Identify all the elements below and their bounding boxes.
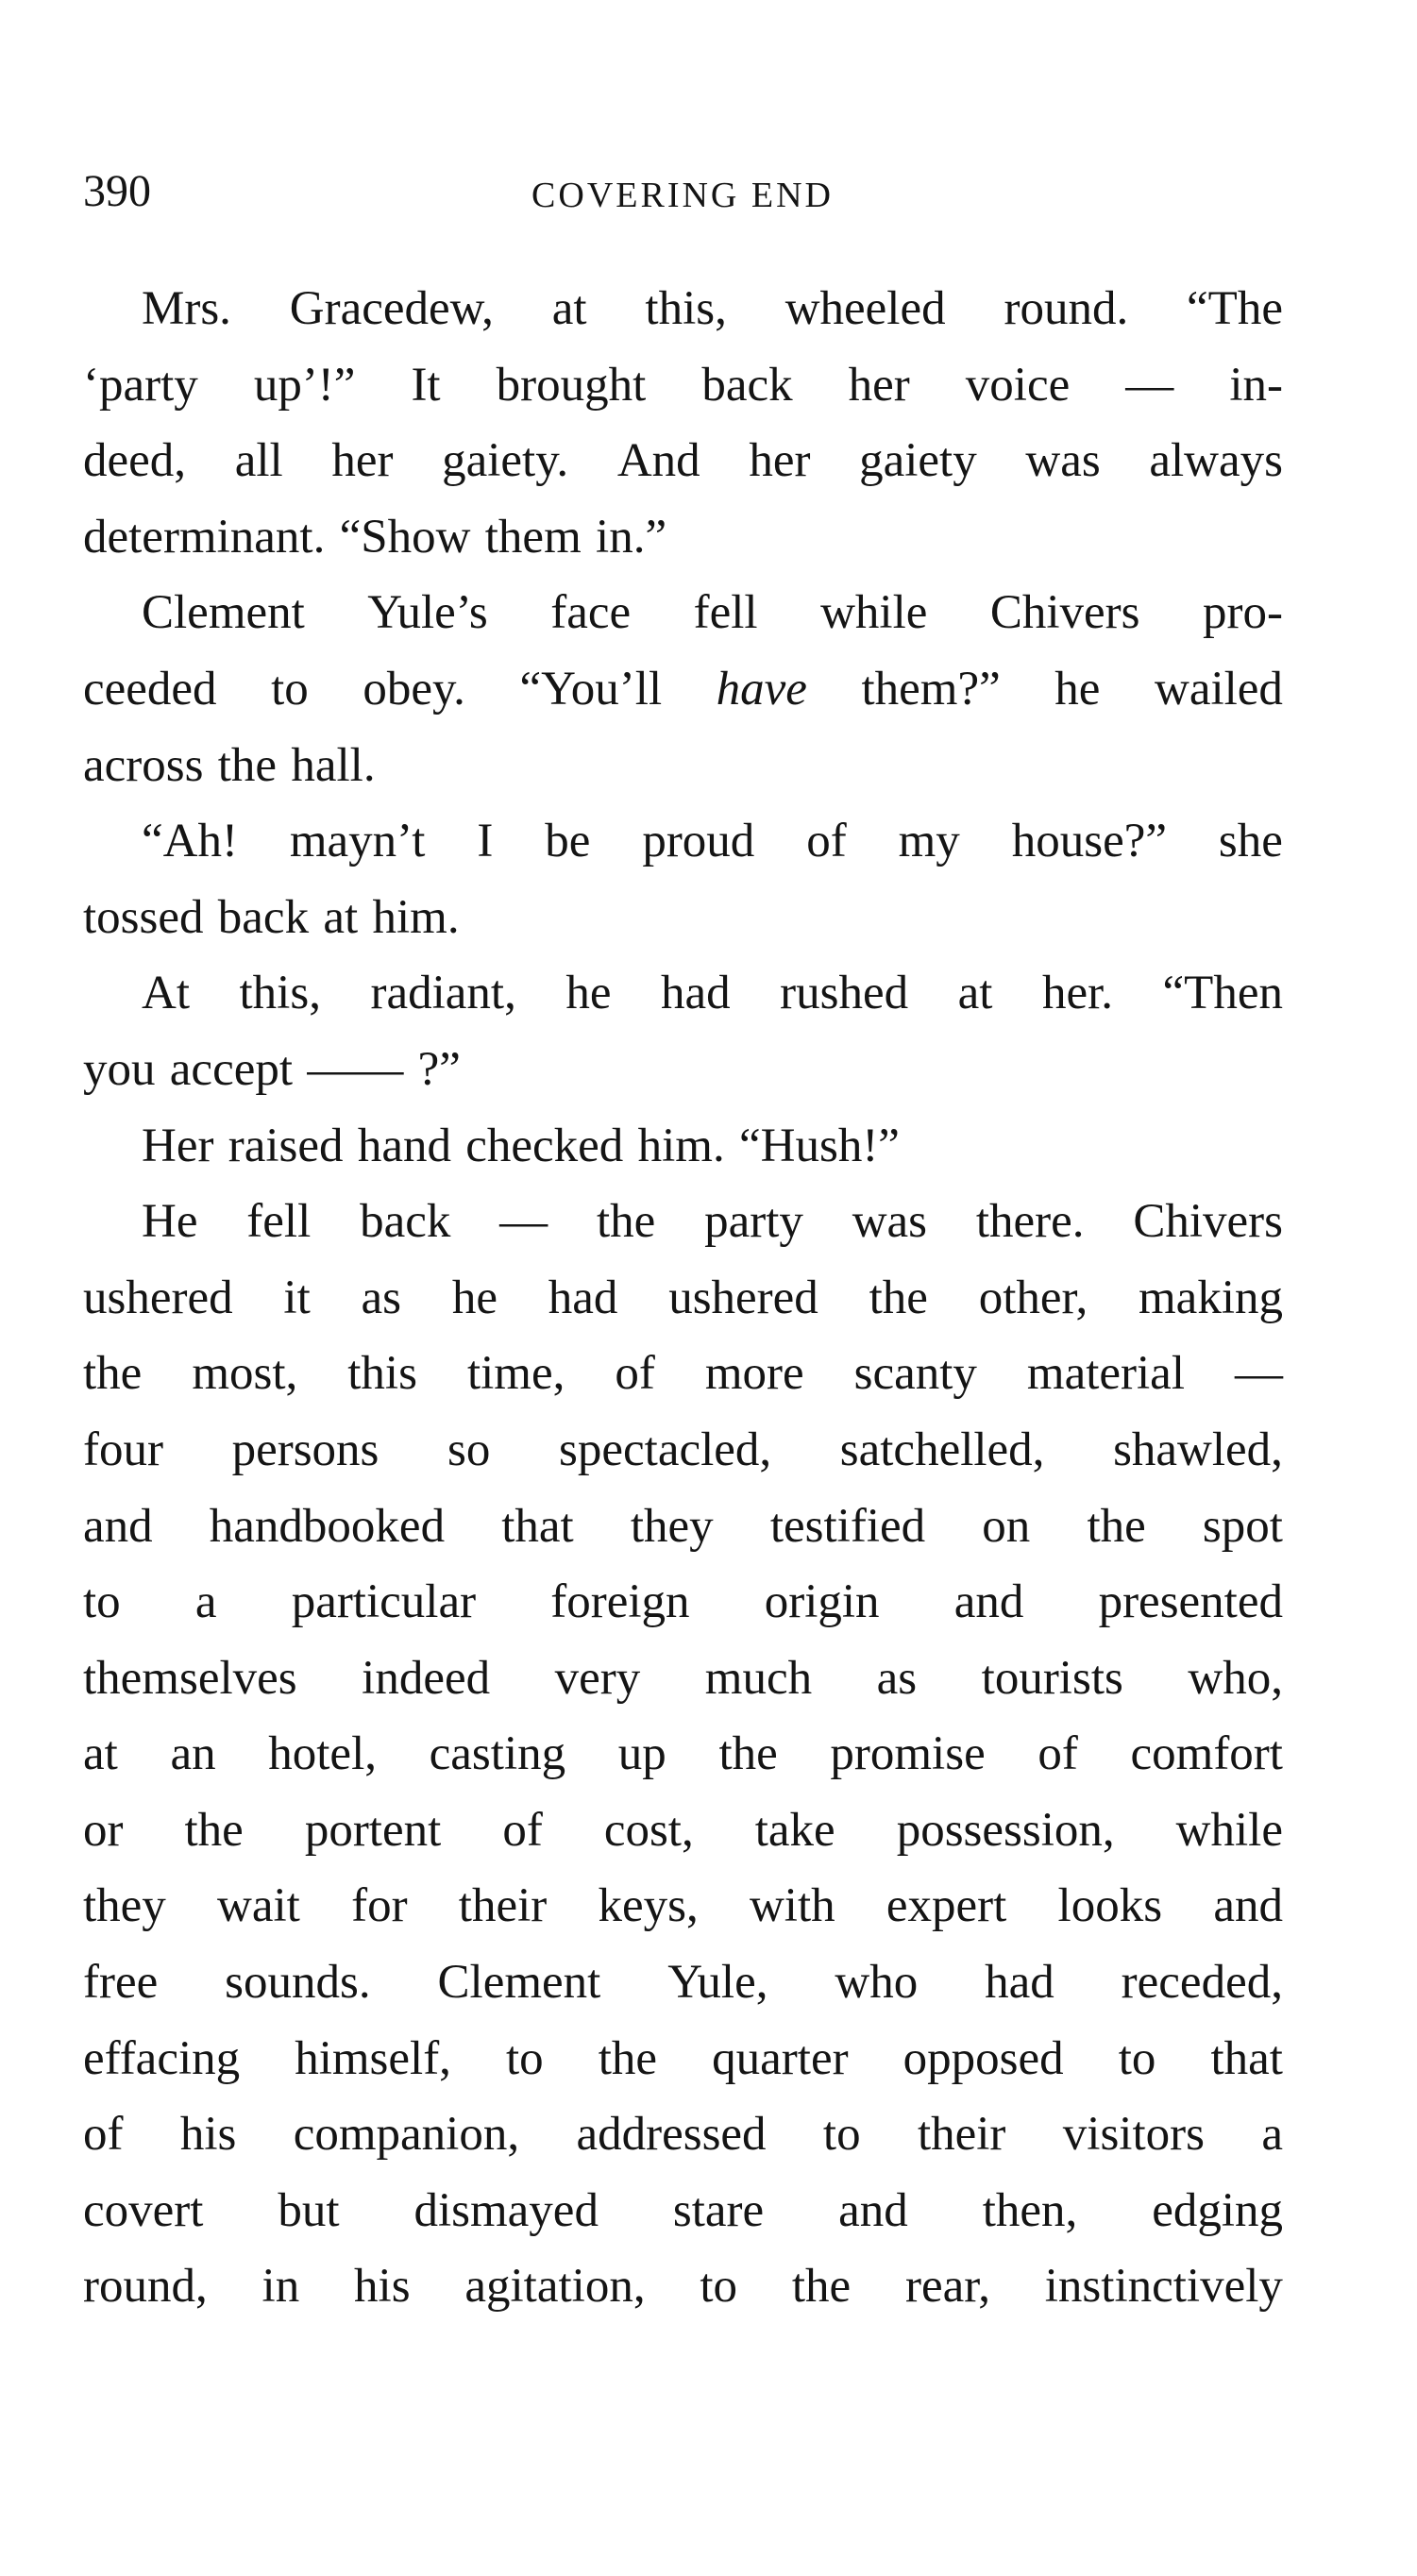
text-line: they wait for their keys, with expert looks and — [83, 1879, 1283, 1933]
text-line: ‘party up’!” It brought back her voice — in- — [83, 358, 1283, 412]
text-line: ushered it as he had ushered the other, making — [83, 1271, 1283, 1324]
text-line: effacing himself, to the quarter opposed to that — [83, 2031, 1283, 2085]
text-line: He fell back — the party was there. Chivers — [142, 1195, 1283, 1249]
text-line: Clement Yule’s face fell while Chivers pro- — [142, 586, 1283, 640]
page-header — [83, 159, 1282, 225]
text-line: or the portent of cost, take possession, while — [83, 1803, 1283, 1857]
page-number: 390 — [83, 166, 151, 216]
text-line: ceeded to obey. “You’ll have them?” he wailed — [83, 662, 1283, 716]
text-line: across the hall. — [83, 738, 376, 792]
running-title: COVERING END — [531, 176, 834, 215]
text-line: “Ah! mayn’t I be proud of my house?” she — [142, 815, 1283, 868]
text-line: to a particular foreign origin and presented — [83, 1575, 1283, 1629]
text-line: you accept —— ?” — [83, 1042, 461, 1096]
text-line: free sounds. Clement Yule, who had receded, — [83, 1956, 1283, 2010]
text-line: and handbooked that they testified on the spot — [83, 1499, 1283, 1553]
text-line: of his companion, addressed to their visitors a — [83, 2108, 1283, 2162]
text-line: themselves indeed very much as tourists who, — [83, 1651, 1283, 1705]
text-line: covert but dismayed stare and then, edging — [83, 2183, 1283, 2237]
text-line: deed, all her gaiety. And her gaiety was always — [83, 434, 1283, 488]
text-line: determinant. “Show them in.” — [83, 510, 667, 564]
text-line: Mrs. Gracedew, at this, wheeled round. “The — [142, 282, 1283, 335]
text-line: Her raised hand checked him. “Hush!” — [142, 1119, 900, 1172]
text-line: four persons so spectacled, satchelled, shawled, — [83, 1423, 1283, 1476]
text-line: round, in his agitation, to the rear, instinctively — [83, 2260, 1283, 2314]
text-line: tossed back at him. — [83, 890, 460, 944]
text-line: At this, radiant, he had rushed at her. “Then — [142, 967, 1283, 1020]
text-line: the most, this time, of more scanty material — — [83, 1347, 1283, 1401]
body-text — [83, 271, 1283, 2325]
text-line: at an hotel, casting up the promise of comfort — [83, 1727, 1283, 1781]
